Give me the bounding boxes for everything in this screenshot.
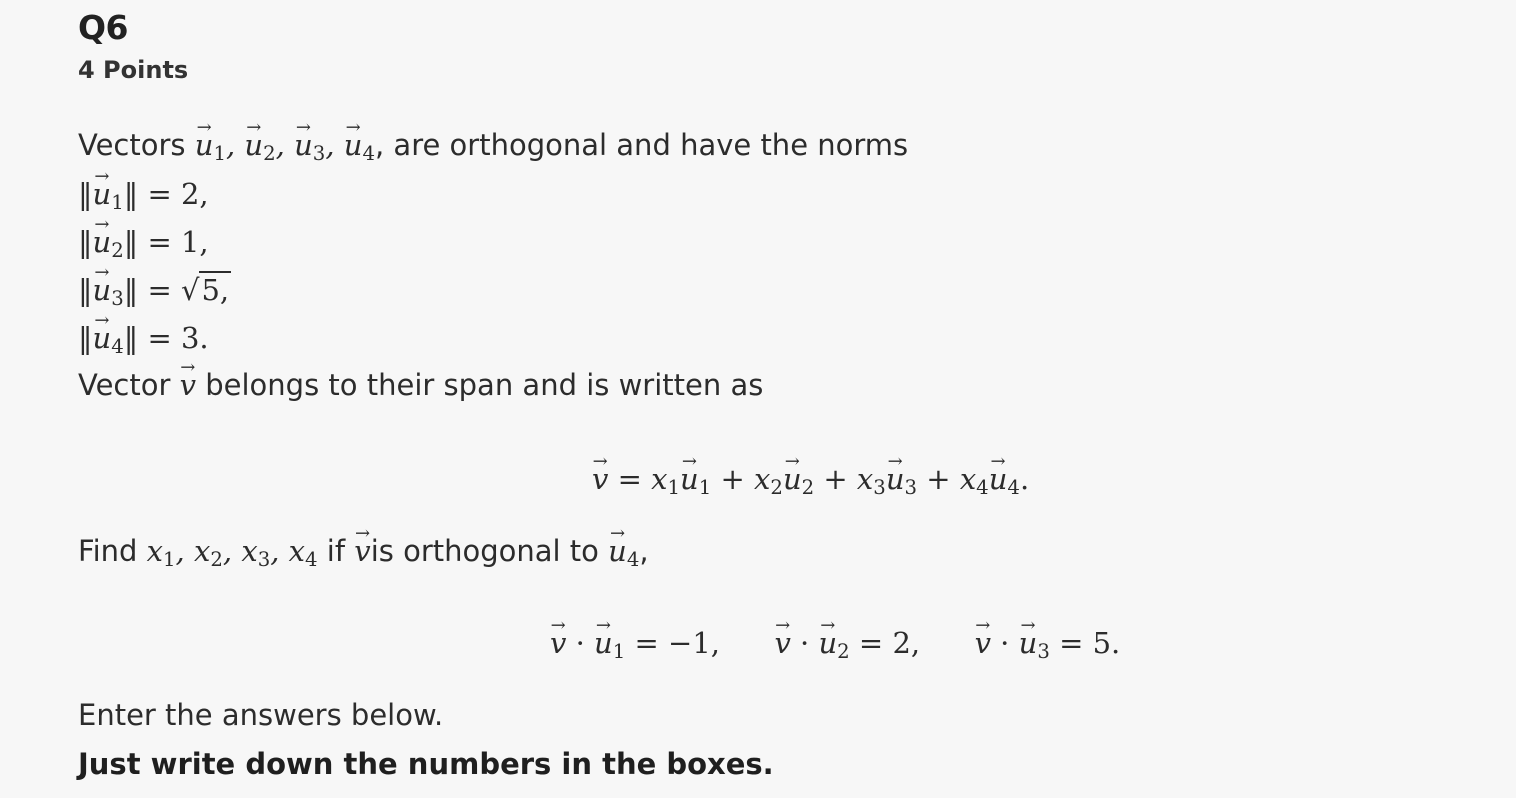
norm-value-2: 1, — [180, 225, 209, 259]
question-points: 4 Points — [78, 56, 189, 84]
span-prefix: Vector — [78, 368, 171, 402]
linear-combination-equation: → $v = x_1\to u_1 + x_2\to u_2 + x_3\to u_3 + x_4\to u_4$. — [592, 462, 1029, 499]
vector-list: → $u_1$, → $u_2$, → $u_3$, → $u_4$ — [195, 128, 375, 162]
vector-v: → v — [180, 368, 196, 402]
norm-line-1: ‖→ $u_1‖ = 2$, — [78, 177, 209, 214]
intro-prefix: Vectors — [78, 128, 186, 162]
dot-value-2: 2, — [892, 626, 921, 660]
norm-line-4: ‖→ $u_4‖ = 3$. — [78, 321, 209, 358]
dot-product-equations: → v · → $u_1 = -1$, → v · → $u_2 = 2$, → v · → $u_3 = 5$. — [550, 626, 1120, 663]
norm-value-3: 5, — [201, 273, 230, 307]
enter-instructions: Enter the answers below. — [78, 698, 444, 732]
sqrt-symbol: √5, — [180, 273, 230, 307]
intro-line — [78, 128, 908, 165]
span-suffix: belongs to their span and is written as — [205, 368, 764, 402]
dot-value-1: −1, — [668, 626, 720, 660]
norm-line-3: ‖→ $u_3‖ = √5$, — [78, 273, 231, 310]
norm-value-1: 2, — [180, 177, 209, 211]
find-prefix: Find — [78, 534, 138, 568]
find-middle: if — [326, 534, 346, 568]
bold-instructions: Just write down the numbers in the boxes. — [78, 747, 774, 781]
norm-line-2: ‖→ $u_2‖ = 1$, — [78, 225, 209, 262]
question-title: Q6 — [78, 8, 129, 47]
span-line — [78, 368, 763, 402]
find-suffix: is orthogonal to — [370, 534, 599, 568]
dot-value-3: 5. — [1092, 626, 1121, 660]
find-line: Find $x_1$, $x_2$, $x_3$, $x_4$ if → vis orthogonal to → $u_4$, — [78, 534, 649, 571]
unknowns-list: $x_1$, $x_2$, $x_3$, $x_4$ — [146, 534, 318, 571]
norm-value-4: 3. — [180, 321, 209, 355]
intro-suffix: , are orthogonal and have the norms — [375, 128, 909, 162]
